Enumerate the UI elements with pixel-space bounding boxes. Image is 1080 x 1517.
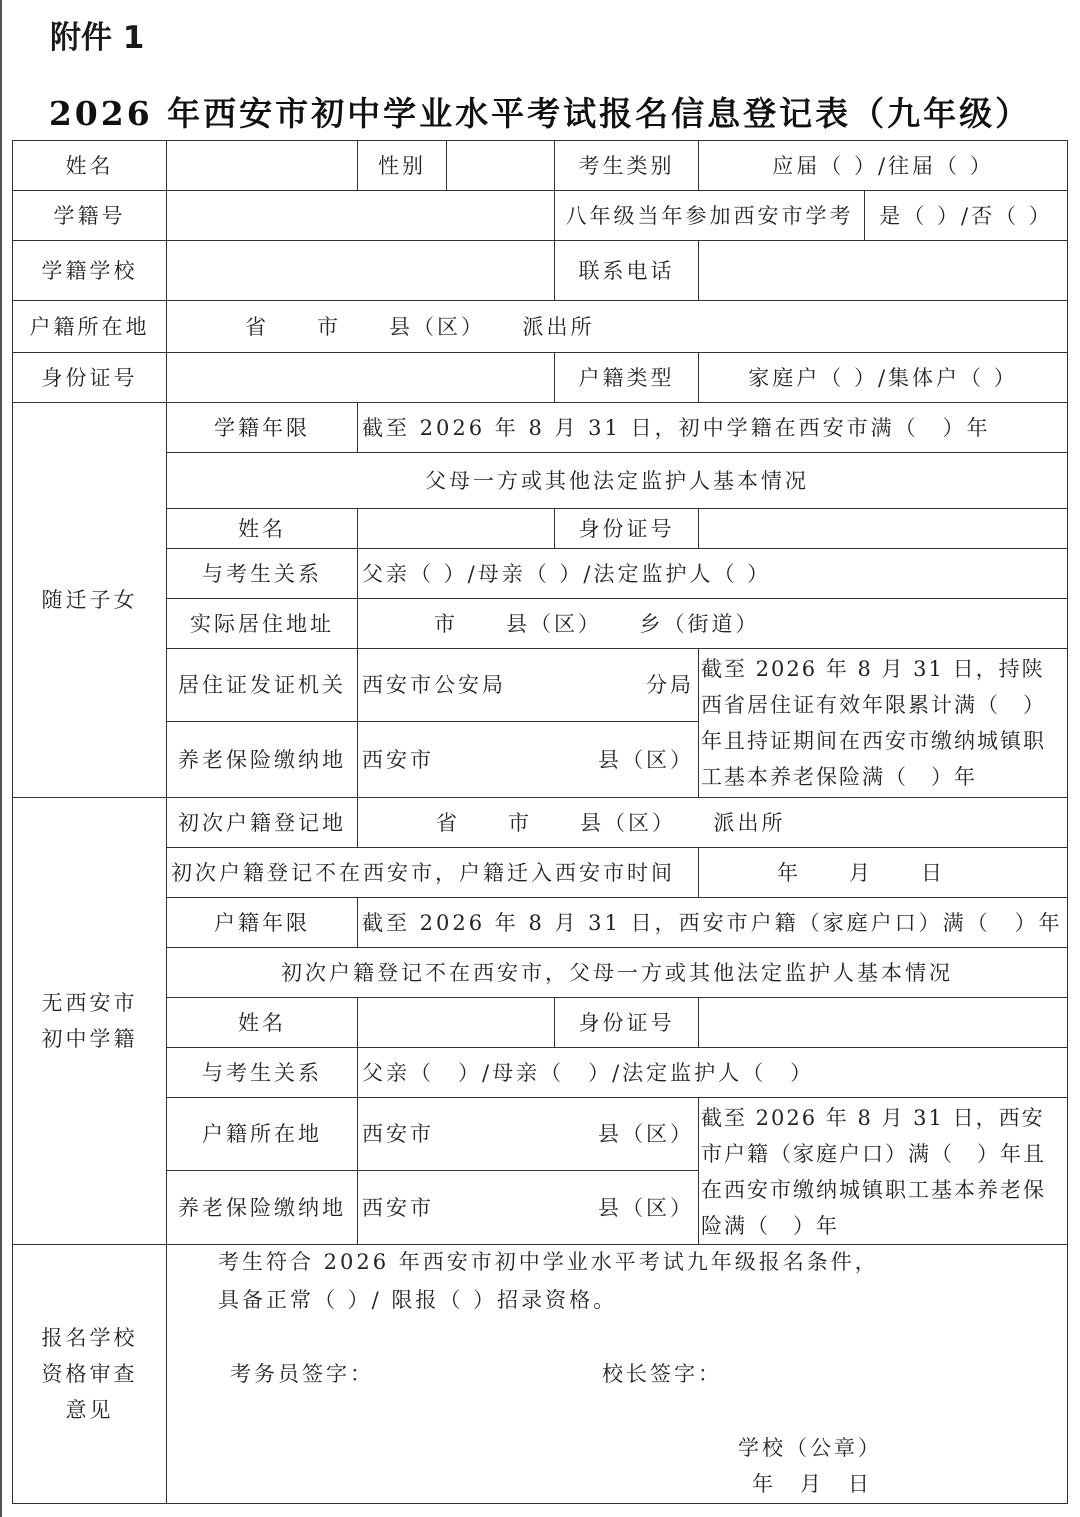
phone-label: 联系电话 [554,240,699,301]
no-xueji-hukou-loc-label: 户籍所在地 [166,1097,358,1171]
gender-label: 性别 [357,140,447,191]
hukou-type-label: 户籍类型 [554,352,699,403]
no-xueji-pension-label: 养老保险缴纳地 [166,1170,358,1245]
no-xueji-pension-field[interactable]: 西安市 县（区） [357,1170,699,1245]
no-xueji-relation-field[interactable]: 父亲（ ）/母亲（ ）/法定监护人（ ） [357,1047,1068,1098]
name-label: 姓名 [12,140,167,191]
no-xueji-guardian-id-field[interactable] [698,997,1068,1048]
review-line-1: 考生符合 2026 年西安市初中学业水平考试九年级报名条件， [218,1250,879,1274]
clerk-signature[interactable]: 考务员签字： [230,1362,374,1386]
no-xueji-guardian-header: 初次户籍登记不在西安市，父母一方或其他法定监护人基本情况 [166,947,1068,998]
attachment-label: 附件 1 [50,20,145,56]
residence-permit-label: 居住证发证机关 [166,648,358,722]
migrant-pension-label: 养老保险缴纳地 [166,721,358,798]
grade8-exam-field[interactable]: 是（ ）/否（ ） [864,190,1068,241]
school-label: 学籍学校 [12,240,167,301]
no-xueji-guardian-name-field[interactable] [357,997,555,1048]
review-date[interactable]: 年 月 日 [752,1472,872,1496]
migrant-pension-field[interactable]: 西安市 县（区） [357,721,699,798]
first-hukou-field[interactable]: 省 市 县（区） 派出所 [357,797,1068,848]
principal-signature[interactable]: 校长签字： [602,1362,722,1386]
no-xueji-relation-label: 与考生关系 [166,1047,358,1098]
migrant-guardian-id-field[interactable] [698,508,1068,549]
migrant-xueji-limit-label: 学籍年限 [166,402,358,453]
migrant-relation-label: 与考生关系 [166,548,358,599]
page-border [0,0,2,1517]
migrant-guardian-name-field[interactable] [357,508,555,549]
hukou-type-field[interactable]: 家庭户（ ）/集体户（ ） [698,352,1068,403]
review-section-label: 报名学校资格审查意见 [12,1244,167,1504]
no-xueji-guardian-id-label: 身份证号 [554,997,699,1048]
xueji-field[interactable] [166,190,555,241]
residence-permit-field[interactable]: 西安市公安局 分局 [357,648,699,722]
category-field[interactable]: 应届（ ）/往届（ ） [698,140,1068,191]
first-hukou-label: 初次户籍登记地 [166,797,358,848]
hukou-limit-field[interactable]: 截至 2026 年 8 月 31 日，西安市户籍（家庭户口）满（ ）年 [357,897,1068,948]
form-title: 2026 年西安市初中学业水平考试报名信息登记表（九年级） [48,94,1032,133]
no-xueji-section-label: 无西安市初中学籍 [12,797,167,1245]
school-field[interactable] [166,240,555,301]
hukou-label: 户籍所在地 [12,300,167,353]
xueji-label: 学籍号 [12,190,167,241]
migrant-address-label: 实际居住地址 [166,598,358,649]
migrant-section-label: 随迁子女 [12,402,167,798]
migrant-address-field[interactable]: 市 县（区） 乡（街道） [357,598,1068,649]
grade8-exam-label: 八年级当年参加西安市学考 [554,190,865,241]
id-field[interactable] [166,352,555,403]
moved-in-label: 初次户籍登记不在西安市，户籍迁入西安市时间 [166,847,699,898]
hukou-limit-label: 户籍年限 [166,897,358,948]
name-field[interactable] [166,140,358,191]
no-xueji-guardian-name-label: 姓名 [166,997,358,1048]
category-label: 考生类别 [554,140,699,191]
migrant-xueji-limit-field[interactable]: 截至 2026 年 8 月 31 日，初中学籍在西安市满（ ）年 [357,402,1068,453]
no-xueji-note: 截至 2026 年 8 月 31 日，西安市户籍（家庭户口）满（ ）年且在西安市缴纳城镇职工基本养老保险满（ ）年 [698,1097,1068,1245]
school-seal: 学校（公章） [738,1436,882,1460]
review-line-2: 具备正常（ ）/ 限报（ ）招录资格。 [218,1288,618,1312]
phone-field[interactable] [698,240,1068,301]
migrant-note: 截至 2026 年 8 月 31 日，持陕西省居住证有效年限累计满（ ）年且持证期间在西安市缴纳城镇职工基本养老保险满（ ）年 [698,648,1068,798]
migrant-relation-field[interactable]: 父亲（ ）/母亲（ ）/法定监护人（ ） [357,548,1068,599]
id-label: 身份证号 [12,352,167,403]
moved-in-field[interactable]: 年 月 日 [698,847,1068,898]
registration-form-table [12,140,1068,1504]
no-xueji-hukou-loc-field[interactable]: 西安市 县（区） [357,1097,699,1171]
migrant-guardian-id-label: 身份证号 [554,508,699,549]
gender-field[interactable] [446,140,555,191]
migrant-guardian-header: 父母一方或其他法定监护人基本情况 [166,452,1068,509]
migrant-guardian-name-label: 姓名 [166,508,358,549]
hukou-field[interactable]: 省 市 县（区） 派出所 [166,300,1068,353]
